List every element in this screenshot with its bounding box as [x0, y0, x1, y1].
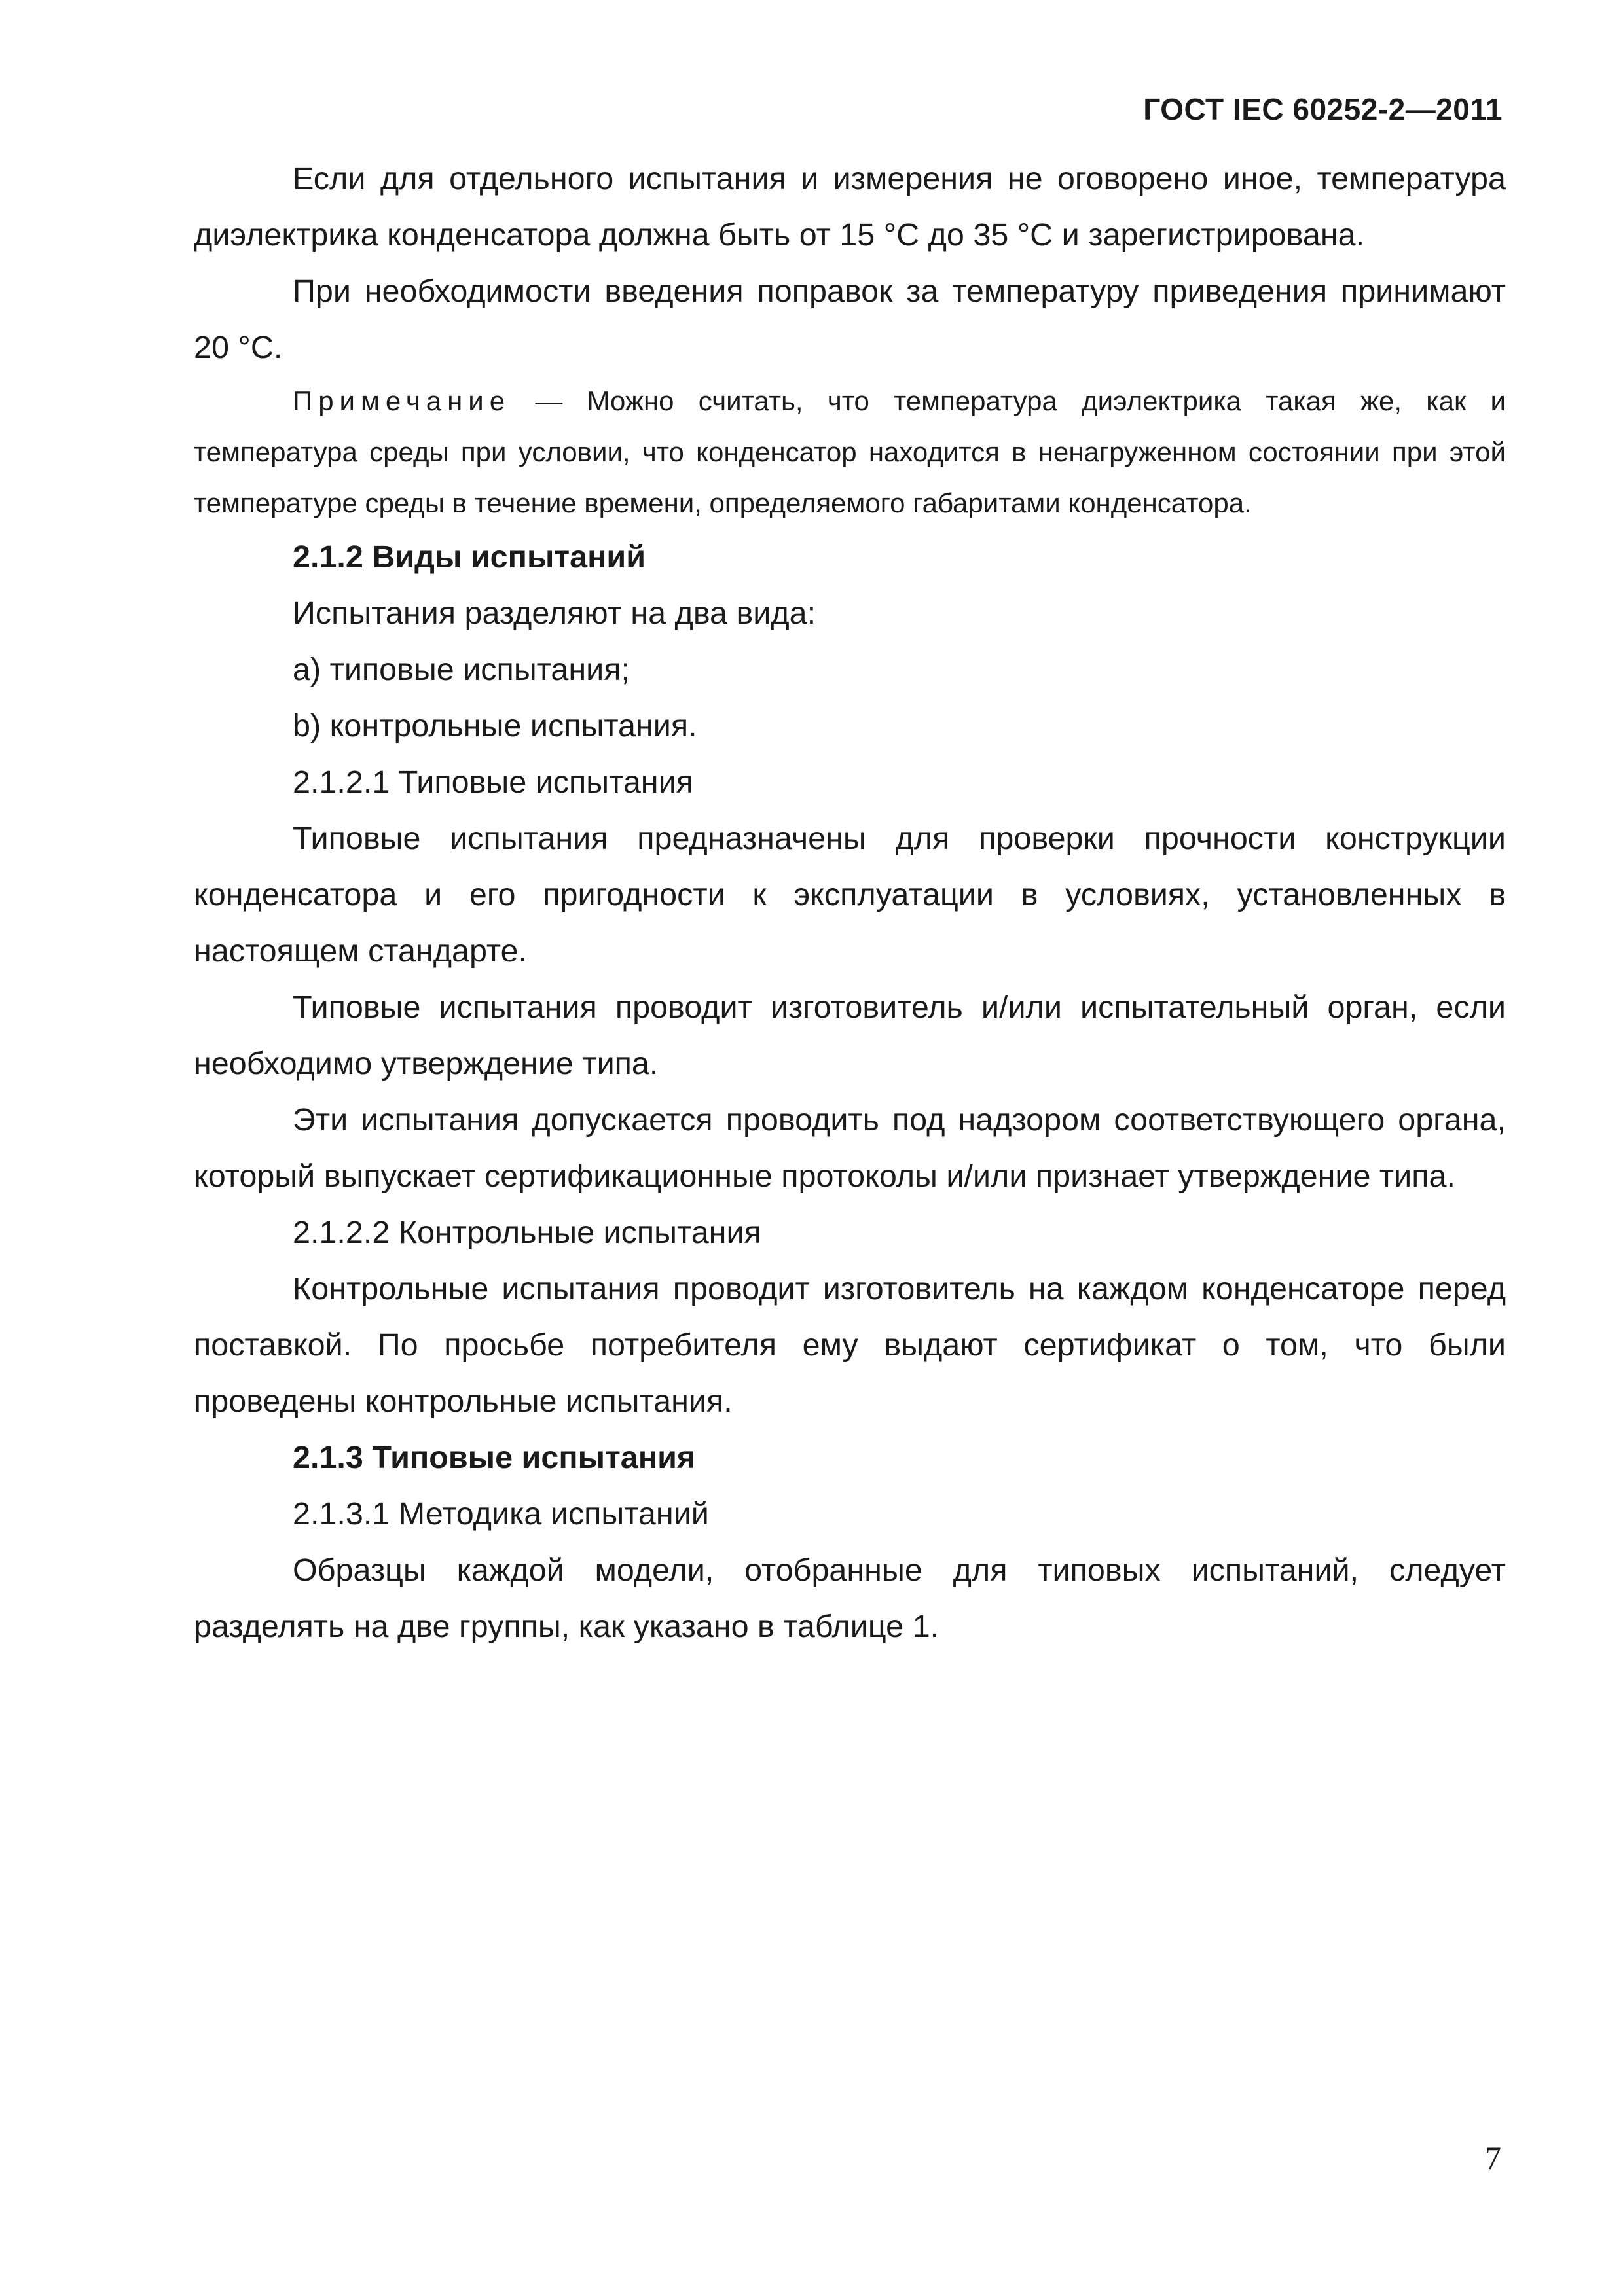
- paragraph-temperature: Если для отдельного испытания и измерения не оговорено иное, температура диэлектрика конденсатора должна быть от 15 °C до 35 °C и зарегистрирована.: [194, 161, 1506, 253]
- heading-2-1-3: 2.1.3 Типовые испытания: [293, 1440, 696, 1475]
- paragraph-type-tests-performer: Типовые испытания проводит изготовитель и/или испытательный орган, если необходимо утверждение типа.: [194, 990, 1506, 1081]
- page-content: [194, 151, 1506, 1655]
- paragraph-test-kinds: Испытания разделяют на два вида:: [293, 596, 816, 631]
- standard-header: ГОСТ IEC 60252-2—2011: [1143, 92, 1503, 126]
- list-item-a: a) типовые испытания;: [293, 652, 630, 687]
- paragraph-supervision: Эти испытания допускается проводить под надзором соответствующего органа, который выпускает сертификационные протоколы и/или признает утверждение типа.: [194, 1102, 1506, 1194]
- note-label: Примечание: [293, 386, 511, 416]
- note: [194, 376, 1506, 529]
- paragraph-correction: При необходимости введения поправок за температуру приведения принимают 20 °C.: [194, 274, 1506, 365]
- page-number: 7: [1485, 2140, 1501, 2176]
- heading-2-1-2: 2.1.2 Виды испытаний: [293, 539, 646, 575]
- list-item-b: b) контрольные испытания.: [293, 708, 697, 744]
- heading-2-1-2-2: 2.1.2.2 Контрольные испытания: [293, 1215, 761, 1250]
- paragraph-sample-groups: Образцы каждой модели, отобранные для типовых испытаний, следует разделять на две группы, как указано в таблице 1.: [194, 1552, 1506, 1644]
- paragraph-type-tests-purpose: Типовые испытания предназначены для проверки прочности конструкции конденсатора и его пригодности к эксплуатации в условиях, установленных в настоящем стандарте.: [194, 821, 1506, 969]
- paragraph-routine-tests: Контрольные испытания проводит изготовитель на каждом конденсаторе перед поставкой. По просьбе потребителя ему выдают сертификат о том, что были проведены контрольные испытания.: [194, 1271, 1506, 1419]
- note-text: — Можно считать, что температура диэлектрика такая же, как и температура среды при условии, что конденсатор находится в ненагруженном состоянии при этой температуре среды в течение времени, определяемого габаритами конденсатора.: [194, 386, 1506, 518]
- heading-2-1-3-1: 2.1.3.1 Методика испытаний: [293, 1496, 709, 1532]
- heading-2-1-2-1: 2.1.2.1 Типовые испытания: [293, 764, 693, 800]
